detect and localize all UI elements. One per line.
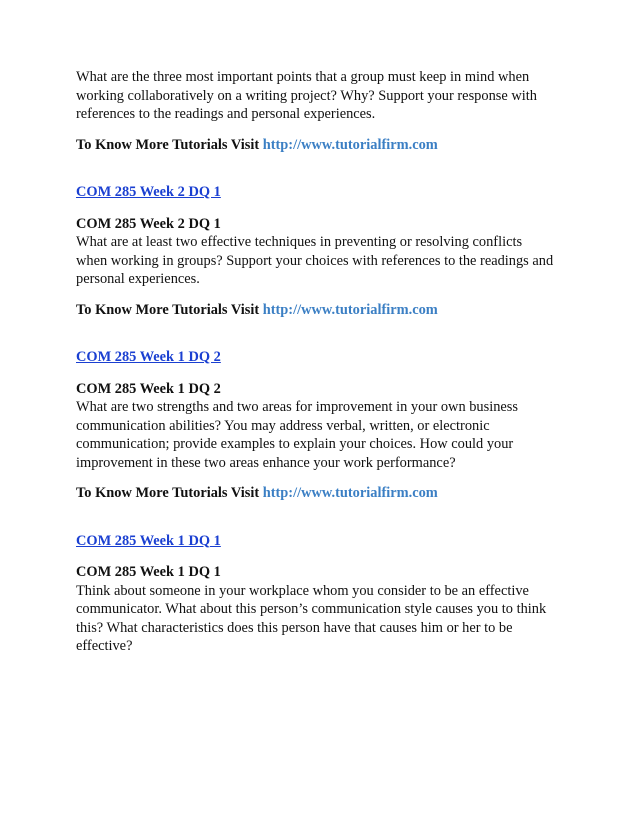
promo-line [76, 301, 576, 320]
document-page [76, 68, 576, 656]
promo-label: To Know More Tutorials Visit [76, 301, 263, 318]
promo-label: To Know More Tutorials Visit [76, 136, 263, 153]
section-heading-week1-dq2: COM 285 Week 1 DQ 2 [76, 380, 221, 397]
section-heading-week2-dq1: COM 285 Week 2 DQ 1 [76, 215, 221, 232]
promo-url-link[interactable]: http://www.tutorialfirm.com [262, 485, 438, 501]
promo-label: To Know More Tutorials Visit [76, 485, 263, 501]
promo-line [76, 484, 576, 503]
promo-url-link[interactable]: http://www.tutorialfirm.com [262, 301, 438, 318]
section-heading-week1-dq1: COM 285 Week 1 DQ 1 [76, 564, 221, 580]
promo-line [76, 136, 576, 155]
section-body-week1-dq2: What are two strengths and two areas for improvement in your own business communication abilities? You may address verbal, written, or electronic communication; provide examples to explain your choices. How could your improvement in these two areas enhance your work performance? [76, 399, 519, 471]
promo-url-link[interactable]: http://www.tutorialfirm.com [262, 136, 438, 153]
section-link-week2-dq1[interactable]: COM 285 Week 2 DQ 1 [76, 184, 221, 200]
section-body-week1-dq1: Think about someone in your workplace whom you consider to be an effective communicator. What about this person’s communication style causes you to think this? What characteristics does this person have that causes him or her to be effective? [76, 582, 547, 654]
section-link-week1-dq1[interactable]: COM 285 Week 1 DQ 1 [76, 532, 221, 549]
intro-question: What are the three most important points that a group must keep in mind when working collaboratively on a writing project? Why? Support your response with references to the readings and personal experiences. [76, 69, 537, 122]
section-body-week2-dq1: What are at least two effective techniques in preventing or resolving conflicts when working in groups? Support your choices with references to the readings and personal experiences. [76, 234, 554, 287]
section-link-week1-dq2[interactable]: COM 285 Week 1 DQ 2 [76, 349, 221, 365]
